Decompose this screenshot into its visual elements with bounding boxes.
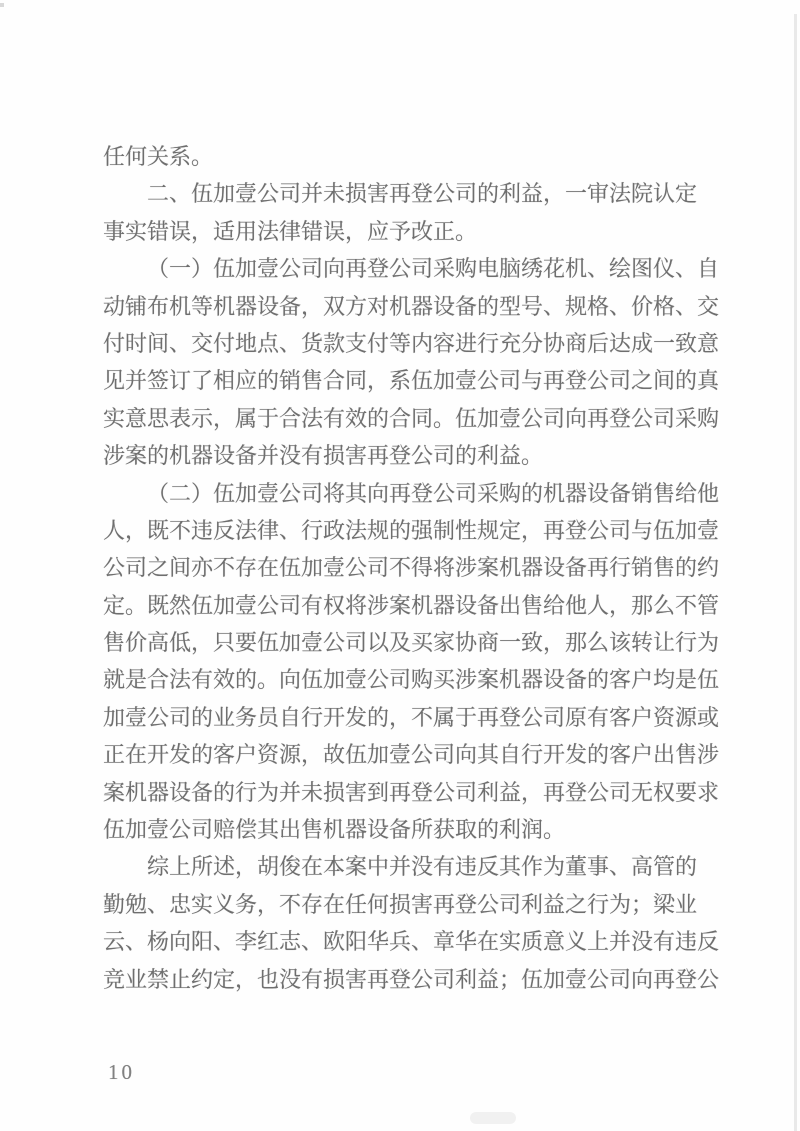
text-line: 综上所述，胡俊在本案中并没有违反其作为董事、高管的 (147, 854, 698, 880)
text-line: 事实错误，适用法律错误，应予改正。 (103, 218, 478, 244)
paragraph (103, 175, 723, 250)
text-line: 动铺布机等机器设备，双方对机器设备的型号、规格、价格、交 (103, 293, 720, 319)
paragraph (103, 475, 723, 849)
text-line: 案机器设备的行为并未损害到再登公司利益，再登公司无权要求 (103, 779, 720, 805)
text-line: 正在开发的客户资源，故伍加壹公司向其自行开发的客户出售涉 (103, 742, 720, 768)
paragraph (103, 848, 723, 998)
scan-smudge-artifact (470, 1112, 516, 1124)
text-line: 售价高低，只要伍加壹公司以及买家协商一致，那么该转让行为 (103, 630, 720, 656)
text-line: 加壹公司的业务员自行开发的，不属于再登公司原有客户资源或 (103, 704, 720, 730)
text-line: （二）伍加壹公司将其向再登公司采购的机器设备销售给他 (147, 480, 720, 506)
text-line: 勤勉、忠实义务，不存在任何损害再登公司利益之行为；梁业 (103, 891, 698, 917)
text-line: 伍加壹公司赔偿其出售机器设备所获取的利润。 (103, 817, 566, 843)
text-line: 实意思表示，属于合法有效的合同。伍加壹公司向再登公司采购 (103, 405, 720, 431)
text-line: 付时间、交付地点、货款支付等内容进行充分协商后达成一致意 (103, 330, 720, 356)
text-line: 云、杨向阳、李红志、欧阳华兵、章华在实质意义上并没有违反 (103, 929, 720, 955)
text-line: 人，既不违反法律、行政法规的强制性规定，再登公司与伍加壹 (103, 517, 720, 543)
paragraph (103, 138, 723, 175)
text-line: 涉案的机器设备并没有损害再登公司的利益。 (103, 443, 544, 469)
text-line: 竞业禁止约定，也没有损害再登公司利益；伍加壹公司向再登公 (103, 966, 720, 992)
text-line: 见并签订了相应的销售合同，系伍加壹公司与再登公司之间的真 (103, 368, 720, 394)
paragraph (103, 250, 723, 474)
text-line: 就是合法有效的。向伍加壹公司购买涉案机器设备的客户均是伍 (103, 667, 720, 693)
text-line: 任何关系。 (103, 144, 214, 169)
text-line: 公司之间亦不存在伍加壹公司不得将涉案机器设备再行销售的约 (103, 555, 720, 581)
scan-edge-artifact (794, 14, 797, 1131)
scan-speck-artifact (0, 3, 4, 7)
text-line: 二、伍加壹公司并未损害再登公司的利益，一审法院认定 (147, 181, 698, 207)
text-line: （一）伍加壹公司向再登公司采购电脑绣花机、绘图仪、自 (147, 256, 720, 282)
text-line: 定。既然伍加壹公司有权将涉案机器设备出售给他人，那么不管 (103, 592, 720, 618)
page-number: 10 (108, 1060, 135, 1084)
document-body (103, 138, 723, 998)
